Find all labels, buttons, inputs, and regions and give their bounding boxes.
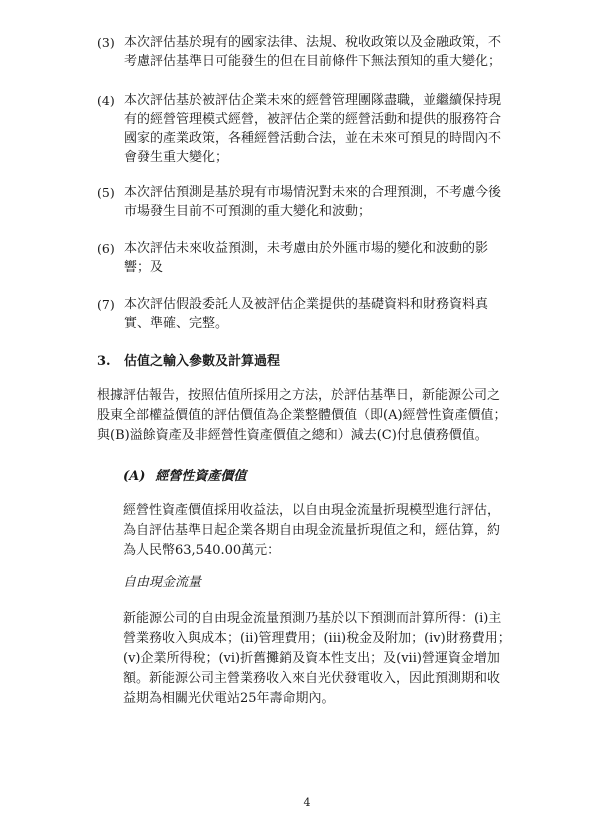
text-line: 為自評估基準日起企業各期自由現金流量折現值之和，經估算，約 xyxy=(123,523,501,538)
text-line: 經營性資產價值採用收益法，以自由現金流量折現模型進行評估， xyxy=(123,503,501,518)
text-line: 本次評估基於現有的國家法律、法規、稅收政策以及金融政策，不 xyxy=(124,35,502,50)
subsection-label: (A) xyxy=(123,469,146,484)
list-item-6 xyxy=(97,239,575,277)
list-item-number: (3) xyxy=(97,35,115,50)
text-line: 本次評估基於被評估企業未來的經營管理團隊盡職，並繼續保持現 xyxy=(124,93,502,108)
text-line: 國家的產業政策，各種經營活動合法，並在未來可預見的時間內不 xyxy=(124,131,502,146)
text-line: 新能源公司的自由現金流量預測乃基於以下預測而計算所得：(i)主 xyxy=(123,611,502,626)
text-line: 為人民幣63,540.00萬元： xyxy=(123,543,281,558)
section-title: 估值之輸入參數及計算過程 xyxy=(124,354,281,369)
free-cash-flow-paragraph xyxy=(123,609,511,709)
intro-paragraph xyxy=(97,386,507,446)
section-heading xyxy=(97,352,280,371)
text-line: 考慮評估基準日可能發生的但在目前條件下無法預知的重大變化； xyxy=(124,54,502,69)
list-item-text xyxy=(124,239,575,277)
subsection-title: 經營性資產價值 xyxy=(155,469,247,484)
text-line: 本次評估預測是基於現有市場情況對未來的合理預測，不考慮今後 xyxy=(124,185,502,200)
text-line: 營業務收入與成本；(ii)管理費用；(iii)稅金及附加；(iv)財務費用； xyxy=(123,631,511,646)
section-number: 3. xyxy=(97,354,111,369)
text-line: 本次評估未來收益預測，未考慮由於外匯市場的變化和波動的影 xyxy=(124,241,489,256)
list-item-5 xyxy=(97,183,575,221)
text-line: 額。新能源公司主營業務收入來自光伏發電收入，因此預測期和收 xyxy=(123,671,501,686)
text-line: 根據評估報告，按照估值所採用之方法，於評估基準日，新能源公司之 xyxy=(97,388,501,403)
list-item-number: (7) xyxy=(97,297,115,312)
text-line: 股東全部權益價值的評估價值為企業整體價值（即(A)經營性資產價值； xyxy=(97,408,507,423)
list-item-text xyxy=(124,183,575,221)
list-item-number: (5) xyxy=(97,185,115,200)
subsection-paragraph xyxy=(123,501,500,561)
free-cash-flow-heading: 自由現金流量 xyxy=(123,575,202,590)
list-item-4 xyxy=(97,91,575,167)
text-line: 有的經營管理模式經營，被評估企業的經營活動和提供的服務符合 xyxy=(124,112,502,127)
text-line: 本次評估假設委託人及被評估企業提供的基礎資料和財務資料真 xyxy=(124,297,489,312)
list-item-number: (4) xyxy=(97,93,115,108)
text-line: 會發生重大變化； xyxy=(124,150,229,165)
list-item-7 xyxy=(97,295,575,333)
list-item-text xyxy=(124,91,575,167)
text-line: 市場發生目前不可預測的重大變化和波動； xyxy=(124,204,372,219)
list-item-text xyxy=(124,33,575,71)
subsection-heading xyxy=(123,467,246,486)
text-line: 與(B)溢餘資產及非經營性資產價值之總和）減去(C)付息債務價值。 xyxy=(97,428,488,443)
text-line: 益期為相關光伏電站25年壽命期內。 xyxy=(123,691,335,706)
list-item-3 xyxy=(97,33,575,71)
list-item-text xyxy=(124,295,575,333)
text-line: 實、準確、完整。 xyxy=(124,316,229,331)
list-item-number: (6) xyxy=(97,241,115,256)
page-number: 4 xyxy=(303,796,311,809)
text-line: (v)企業所得稅；(vi)折舊攤銷及資本性支出；及(vii)營運資金增加 xyxy=(123,651,500,666)
text-line: 響；及 xyxy=(124,260,164,275)
